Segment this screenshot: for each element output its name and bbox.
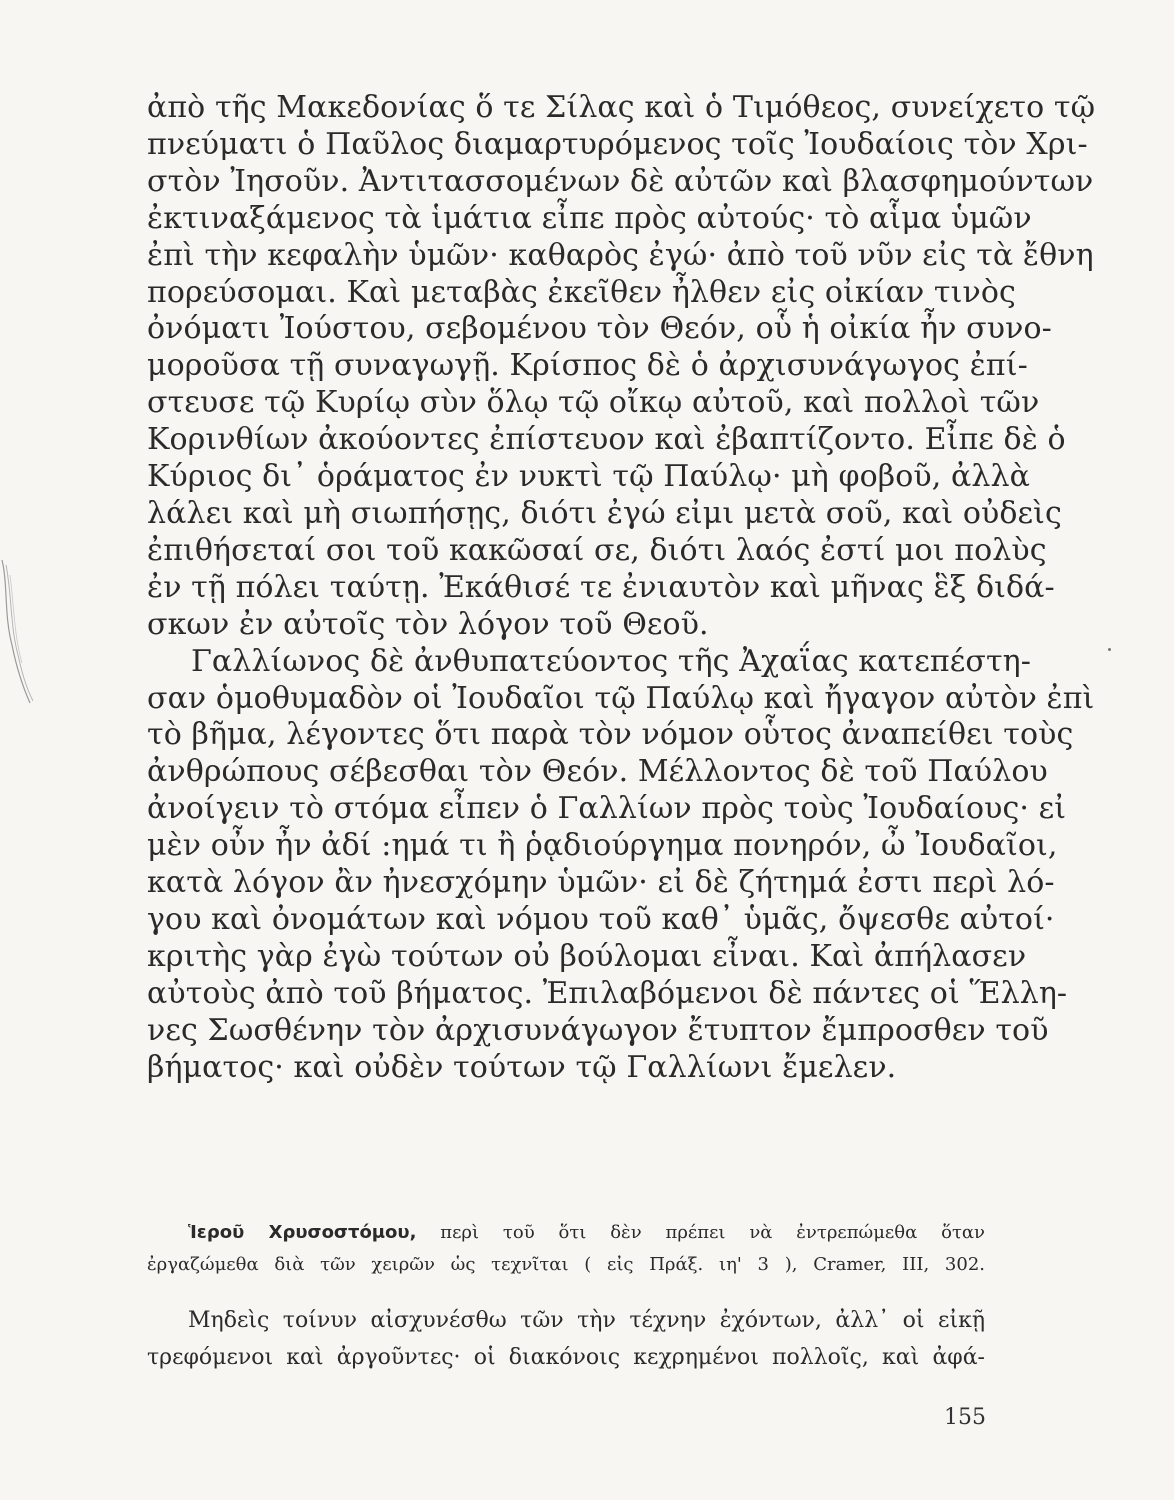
citation-line: ἐργαζώμεθα διὰ τῶν χειρῶν ὡς τεχνῖται ( εἰς Πράξ. ιη' 3 ), Cramer, III, 302. [147,1254,985,1275]
quote-line: Μηδεὶς τοίνυν αἰσχυνέσθω τῶν τὴν τέχνην ἐχόντων, ἀλλ᾿ οἱ εἰκῇ [188,1308,985,1333]
citation-title: περὶ τοῦ ὅτι δὲν πρέπει νὰ ἐντρεπώμεθα ὅταν [440,1222,985,1243]
text-line: κατὰ λόγον ἂν ἠνεσχόμην ὑμῶν· εἰ δὲ ζήτημά ἐστι περὶ λό- [147,865,1055,901]
main-text-block [147,90,1096,1086]
text-line: στευσε τῷ Κυρίῳ σὺν ὅλῳ τῷ οἴκῳ αὐτοῦ, καὶ πολλοὶ τῶν [147,385,1040,421]
text-line: σαν ὁμοθυμαδὸν οἱ Ἰουδαῖοι τῷ Παύλῳ καὶ ἤγαγον αὐτὸν ἐπὶ [147,680,1095,716]
text-line: λάλει καὶ μὴ σιωπήσῃς, διότι ἐγώ εἰμι μετὰ σοῦ, καὶ οὐδεὶς [147,495,1062,531]
text-line: νες Σωσθένην τὸν ἀρχισυνάγωγον ἔτυπτον ἔμπροσθεν τοῦ [147,1012,1049,1048]
text-line: πορεύσομαι. Καὶ μεταβὰς ἐκεῖθεν ἦλθεν εἰς οἰκίαν τινὸς [147,274,1016,310]
citation-line [188,1217,985,1249]
text-line: ἀνθρώπους σέβεσθαι τὸν Θεόν. Μέλλοντος δὲ τοῦ Παύλου [147,754,1048,790]
paragraph-first-line: Γαλλίωνος δὲ ἀνθυπατεύοντος τῆς Ἀχαΐας κατεπέστη- [191,643,1031,679]
page-number: 155 [944,1405,986,1430]
text-line: ἀπὸ τῆς Μακεδονίας ὅ τε Σίλας καὶ ὁ Τιμόθεος, συνείχετο τῷ [147,90,1096,125]
text-line: Κορινθίων ἀκούοντες ἐπίστευον καὶ ἐβαπτίζοντο. Εἶπε δὲ ὁ [147,422,1066,458]
text-line: ἀνοίγειν τὸ στόμα εἶπεν ὁ Γαλλίων πρὸς τοὺς Ἰουδαίους· εἰ [147,791,1067,827]
text-line: ἐπιθήσεταί σοι τοῦ κακῶσαί σε, διότι λαός ἐστί μοι πολὺς [147,532,1047,568]
text-line: τὸ βῆμα, λέγοντες ὅτι παρὰ τὸν νόμον οὗτος ἀναπείθει τοὺς [147,717,1074,753]
page-edge-shadow [0,555,36,705]
quote-line: τρεφόμενοι καὶ ἀργοῦντες· οἱ διακόνοις κεχρημένοι πολλοῖς, καὶ ἀφά- [147,1345,985,1370]
text-line: στὸν Ἰησοῦν. Ἀντιτασσομένων δὲ αὐτῶν καὶ βλασφημούντων [147,163,1094,199]
text-line: Κύριος δι᾿ ὁράματος ἐν νυκτὶ τῷ Παύλῳ· μὴ φοβοῦ, ἀλλὰ [147,459,1030,495]
text-line: βήματος· καὶ οὐδὲν τούτων τῷ Γαλλίωνι ἔμελεν. [147,1049,897,1085]
quoted-passage [147,1302,985,1376]
text-line: σκων ἐν αὐτοῖς τὸν λόγον τοῦ Θεοῦ. [147,606,709,642]
text-line: μὲν οὖν ἦν ἀδί :ημά τι ἢ ῥᾳδιούργημα πονηρόν, ὦ Ἰουδαῖοι, [147,828,1058,864]
paper-speck [1108,648,1111,651]
text-line: κριτὴς γὰρ ἐγὼ τούτων οὐ βούλομαι εἶναι. Καὶ ἀπήλασεν [147,938,1027,974]
text-line: ὀνόματι Ἰούστου, σεβομένου τὸν Θεόν, οὗ ἡ οἰκία ἦν συνο- [147,311,1052,347]
source-citation [147,1217,985,1281]
text-line: γου καὶ ὀνομάτων καὶ νόμου τοῦ καθ᾿ ὑμᾶς, ὄψεσθε αὐτοί· [147,901,1055,937]
citation-author: Ἱεροῦ Χρυσοστόμου, [188,1222,417,1243]
text-line: αὐτοὺς ἀπὸ τοῦ βήματος. Ἐπιλαβόμενοι δὲ πάντες οἱ Ἕλλη- [147,975,1068,1011]
text-line: ἐκτιναξάμενος τὰ ἱμάτια εἶπε πρὸς αὐτούς· τὸ αἷμα ὑμῶν [147,200,1032,236]
text-line: ἐπὶ τὴν κεφαλὴν ὑμῶν· καθαρὸς ἐγώ· ἀπὸ τοῦ νῦν εἰς τὰ ἔθνη [147,237,1094,273]
text-line: ἐν τῇ πόλει ταύτῃ. Ἐκάθισέ τε ἐνιαυτὸν καὶ μῆνας ἓξ διδά- [147,569,1055,605]
text-line: πνεύματι ὁ Παῦλος διαμαρτυρόμενος τοῖς Ἰουδαίοις τὸν Χρι- [147,126,1088,162]
text-line: μοροῦσα τῇ συναγωγῇ. Κρίσπος δὲ ὁ ἀρχισυνάγωγος ἐπί- [147,348,1028,384]
